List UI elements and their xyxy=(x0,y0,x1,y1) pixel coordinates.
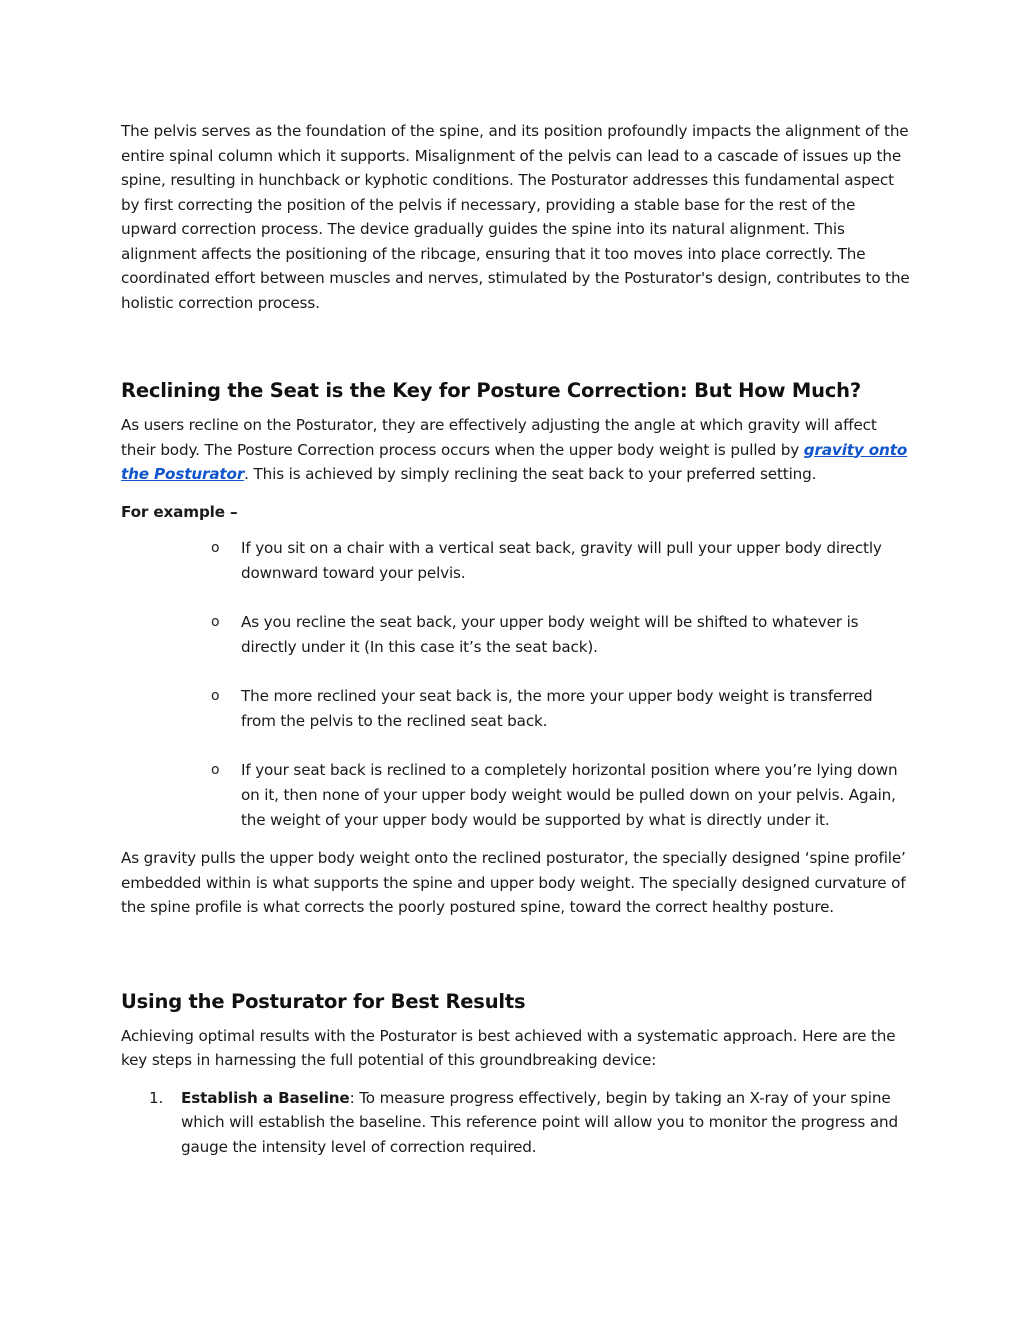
intro-paragraph: The pelvis serves as the foundation of the spine, and its position profoundly impacts the alignment of the entire spinal column which it supports. Misalignment of the pelvis can lead to a cascade of issues up the spine, resulting in hunchback or kyphotic conditions. The Posturator addresses this fundamental aspect by first correcting the position of the pelvis if necessary, providing a stable base for the rest of the upward correction process. The device gradually guides the spine into its natural alignment. This alignment affects the positioning of the ribcage, ensuring that it too moves into place correctly. The coordinated effort between muscles and nerves, stimulated by the Posturator's design, contributes to the holistic correction process. xyxy=(121,122,910,312)
bullet-text: As you recline the seat back, your upper body weight will be shifted to whatever is directly under it (In this case it’s the seat back). xyxy=(241,613,859,656)
reclining-paragraph xyxy=(121,413,911,487)
reclining-paragraph-text-end: . This is achieved by simply reclining the seat back to your preferred setting. xyxy=(244,465,817,483)
step-text: : To measure progress effectively, begin by taking an X-ray of your spine which will establish the baseline. This reference point will allow you to monitor the progress and gauge the intensity level of correction required. xyxy=(181,1088,898,1156)
using-paragraph: Achieving optimal results with the Posturator is best achieved with a systematic approach. Here are the key steps in harnessing the full potential of this groundbreaking device: xyxy=(121,1026,896,1069)
bullet-marker: o xyxy=(211,688,220,704)
bullet-text: If your seat back is reclined to a completely horizontal position where you’re lying down on it, then none of your upper body weight would be pulled down on your pelvis. Again, the weight of your upper body would be supported by what is directly under it. xyxy=(241,761,898,829)
spine-profile-paragraph: As gravity pulls the upper body weight onto the reclined posturator, the specially designed ‘spine profile’ embedded within is what supports the spine and upper body weight. The specially designed curvature of the spine profile is what corrects the poorly postured spine, toward the correct healthy posture. xyxy=(121,849,906,916)
gravity-onto-posturator-link[interactable]: gravity onto the Posturator xyxy=(121,440,908,483)
step-number: 1. xyxy=(149,1088,164,1107)
bullet-marker: o xyxy=(211,762,220,778)
example-label: For example – xyxy=(121,502,238,521)
list-item xyxy=(121,684,911,734)
section-heading-reclining: Reclining the Seat is the Key for Posture Correction: But How Much? xyxy=(121,379,861,402)
section-heading-using: Using the Posturator for Best Results xyxy=(121,989,526,1013)
document-page xyxy=(121,119,911,1159)
bullet-text: The more reclined your seat back is, the more your upper body weight is transferred from the pelvis to the reclined seat back. xyxy=(241,687,873,730)
steps-list xyxy=(121,1086,911,1160)
list-item xyxy=(121,610,911,660)
bullet-marker: o xyxy=(211,614,220,630)
bullet-text: If you sit on a chair with a vertical seat back, gravity will pull your upper body directly downward toward your pelvis. xyxy=(241,539,882,582)
list-item xyxy=(121,758,911,833)
example-bullet-list xyxy=(121,536,911,833)
step-term: Establish a Baseline xyxy=(181,1088,350,1107)
reclining-paragraph-text-start: As users recline on the Posturator, they are effectively adjusting the angle at which gravity will affect their body. The Posture Correction process occurs when the upper body weight is pulled by xyxy=(121,416,877,459)
list-item xyxy=(121,536,911,586)
list-item xyxy=(121,1086,911,1160)
bullet-marker: o xyxy=(211,540,220,556)
